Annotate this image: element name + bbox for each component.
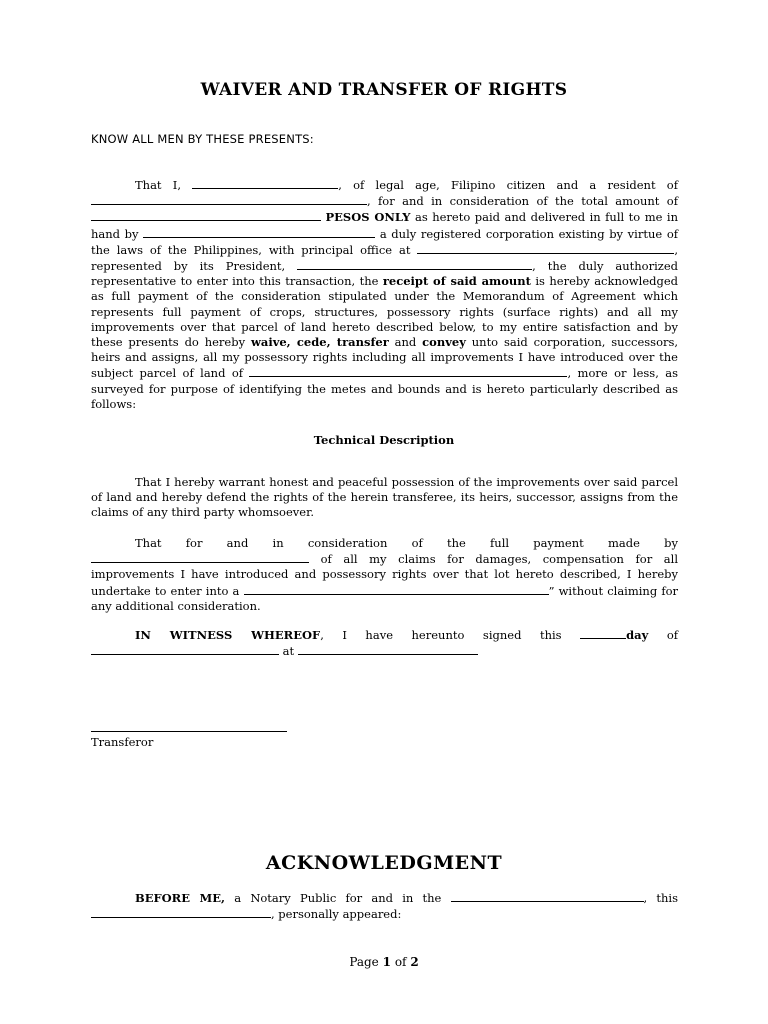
p3-text-2: of all my claims for damages, compensation for all improvements I have introduced and possessory rights over that lot hereto described, I hereby undertake to enter into a [91, 552, 679, 598]
paragraph-witness [91, 627, 678, 659]
residence-blank[interactable] [91, 193, 367, 205]
p2-text: That I hereby warrant honest and peaceful possession of the improvements over said parcel of land and hereby defend the rights of the herein transferee, its heirs, successor, assigns from the claims of any third party whomsoever. [91, 475, 678, 520]
date-blank[interactable] [91, 906, 271, 918]
page-number [0, 955, 768, 969]
paragraph-consideration [91, 177, 678, 412]
signature-line[interactable] [91, 731, 287, 732]
p5-text-4: , personally appeared: [271, 907, 402, 922]
p4-at: at [282, 644, 295, 659]
land-area-blank[interactable] [249, 365, 567, 377]
agreement-blank[interactable] [244, 583, 549, 595]
p1-text-12: and [394, 335, 417, 350]
p1-text-15: , more or less, as surveyed for purpose of identifying the metes and bounds and is hereto particularly described as follows: [91, 366, 679, 411]
p3-text-3: ” without claiming for any additional consideration. [91, 583, 679, 613]
p1-waive: waive, cede, transfer [250, 335, 389, 350]
payor-blank[interactable] [143, 226, 375, 238]
intro-line: KNOW ALL MEN BY THESE PRESENTS: [91, 132, 314, 146]
page-of: of [394, 955, 407, 969]
page-total: 2 [410, 955, 419, 969]
p4-of: of [666, 628, 679, 642]
p1-text-14: unto said corporation, successors, heirs and assigns, all my possessory rights including all improvements I have introduced over the subject parcel of land of [91, 335, 679, 381]
notary-location-blank[interactable] [451, 890, 644, 902]
day-blank[interactable] [580, 627, 626, 639]
office-blank[interactable] [417, 242, 674, 254]
p4-text-2: , I have hereunto signed this [320, 628, 562, 642]
page-current: 1 [382, 955, 391, 969]
p1-convey: convey [422, 335, 466, 350]
p3-text-1: That for and in consideration of the full payment made by [135, 536, 678, 550]
document-title: WAIVER AND TRANSFER OF RIGHTS [200, 80, 568, 100]
p1-text-3: , for and in consideration of the total amount of [367, 194, 678, 209]
p5-text-2: a Notary Public for and in the [234, 891, 442, 905]
p4-witness: IN WITNESS WHEREOF [135, 628, 321, 642]
p4-day: day [626, 628, 649, 642]
p1-text-2: , of legal age, Filipino citizen and a resident of [338, 178, 678, 192]
p1-pesos-only: PESOS ONLY [325, 210, 411, 225]
transferor-label: Transferor [91, 735, 154, 749]
amount-blank[interactable] [91, 209, 321, 221]
p1-text-10: is hereby acknowledged as full payment of the consideration stipulated under the Memorandum of Agreement which represents full payment of crops, structures, possessory rights (surface rights) and all my improvements over that parcel of land hereto described below, to my entire satisfaction and by these presents do hereby [91, 274, 679, 350]
p5-text-3: , this [643, 891, 679, 905]
place-blank[interactable] [298, 643, 478, 655]
p5-before-me: BEFORE ME, [135, 891, 226, 905]
acknowledgment-title: ACKNOWLEDGMENT [265, 852, 503, 874]
p1-text-5: as hereto paid and delivered in full to me in hand by [91, 210, 679, 241]
p1-receipt: receipt of said amount [382, 274, 531, 289]
president-blank[interactable] [297, 258, 532, 270]
p1-text-8: , the duly authorized representative to enter into this transaction, the [91, 259, 679, 289]
month-year-blank[interactable] [91, 643, 279, 655]
paragraph-undertaking [91, 536, 678, 614]
p1-text-7: , represented by its President, [91, 242, 678, 274]
technical-description-heading: Technical Description [313, 433, 455, 447]
paragraph-warranty [91, 475, 678, 521]
name-blank[interactable] [192, 177, 338, 189]
paragraph-acknowledgment [91, 890, 678, 922]
payment-by-blank[interactable] [91, 551, 309, 563]
page-word: Page [349, 955, 379, 969]
p1-text-6: a duly registered corporation existing by virtue of the laws of the Philippines, with principal office at [91, 226, 679, 257]
p1-text-1: That I, [135, 178, 181, 192]
